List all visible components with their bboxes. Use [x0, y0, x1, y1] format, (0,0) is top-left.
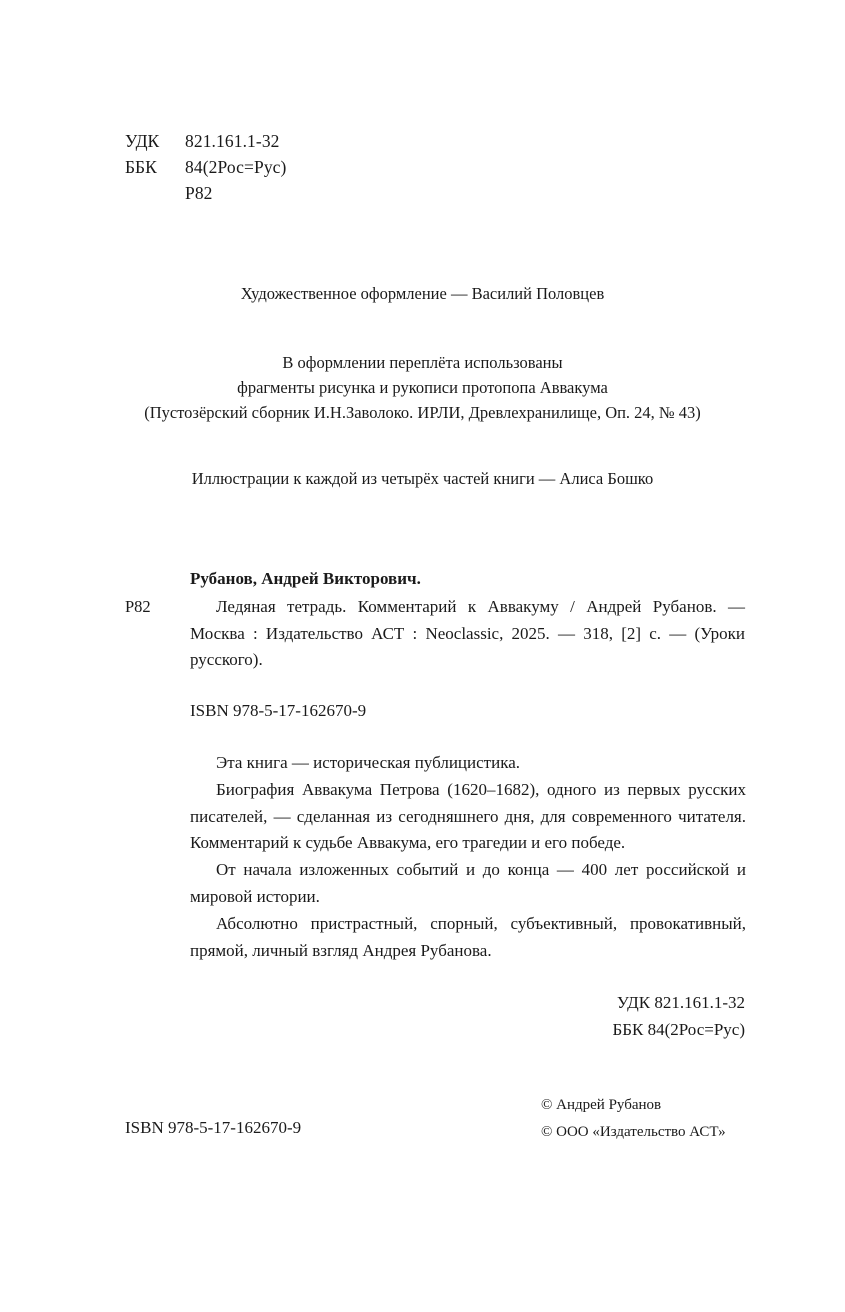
udk-row [125, 128, 286, 154]
classification-repeat-block [612, 989, 745, 1043]
cover-credit-line-3: (Пустозёрский сборник И.Н.Заволоко. ИРЛИ, Древлехранилище, Оп. 24, № 43) [144, 403, 701, 422]
bbk-repeat: ББК 84(2Рос=Рус) [612, 1020, 745, 1039]
copyright-publisher: © ООО «Издательство АСТ» [541, 1124, 726, 1140]
annotation-paragraph: От начала изложенных событий и до конца — 400 лет российской и мировой истории. [190, 860, 746, 906]
cip-body [125, 594, 745, 674]
udk-label: УДК [125, 131, 160, 151]
footer-isbn: ISBN 978-5-17-162670-9 [125, 1118, 302, 1137]
illustrations-credit: Иллюстрации к каждой из четырёх частей книги — Алиса Бошко [191, 469, 654, 488]
cover-credit [0, 350, 845, 425]
bbk-label: ББК [125, 157, 157, 177]
cip-block [125, 566, 745, 724]
cip-author: Рубанов, Андрей Викторович. [190, 569, 421, 588]
annotation-block [190, 750, 746, 964]
author-index: Р82 [185, 183, 213, 203]
index-row [125, 180, 286, 206]
cip-index: Р82 [125, 597, 151, 616]
annotation-paragraph: Абсолютно пристрастный, спорный, субъективный, провокативный, прямой, личный взгляд Андрея Рубанова. [190, 913, 746, 960]
index-spacer [125, 180, 185, 206]
cip-description: Ледяная тетрадь. Комментарий к Аввакуму / Андрей Рубанов. — Москва : Издательство АСТ : Neoclassic, 2025. — 318, [2] с. — (Уроки русского). [190, 597, 745, 669]
annotation-paragraph: Биография Аввакума Петрова (1620–1682), одного из первых русских писателей, — сделанная из сегодняшнего дня, для современного читателя. Комментарий к судьбе Аввакума, его трагедии и его победе. [190, 779, 746, 853]
udk-repeat: УДК 821.161.1-32 [616, 993, 745, 1012]
annotation-paragraph: Эта книга — историческая публицистика. [216, 753, 520, 772]
cip-isbn: ISBN 978-5-17-162670-9 [190, 700, 367, 720]
copyright-block [541, 1092, 726, 1146]
copyright-author: © Андрей Рубанов [541, 1097, 662, 1113]
cover-credit-line-2: фрагменты рисунка и рукописи протопопа Аввакума [237, 378, 608, 397]
designer-credit: Художественное оформление — Василий Половцев [240, 284, 605, 303]
bbk-value: 84(2Рос=Рус) [185, 157, 287, 177]
udk-value: 821.161.1-32 [185, 131, 280, 151]
classification-block [125, 128, 286, 206]
bbk-row [125, 154, 286, 180]
cover-credit-line-1: В оформлении переплёта использованы [282, 353, 563, 372]
